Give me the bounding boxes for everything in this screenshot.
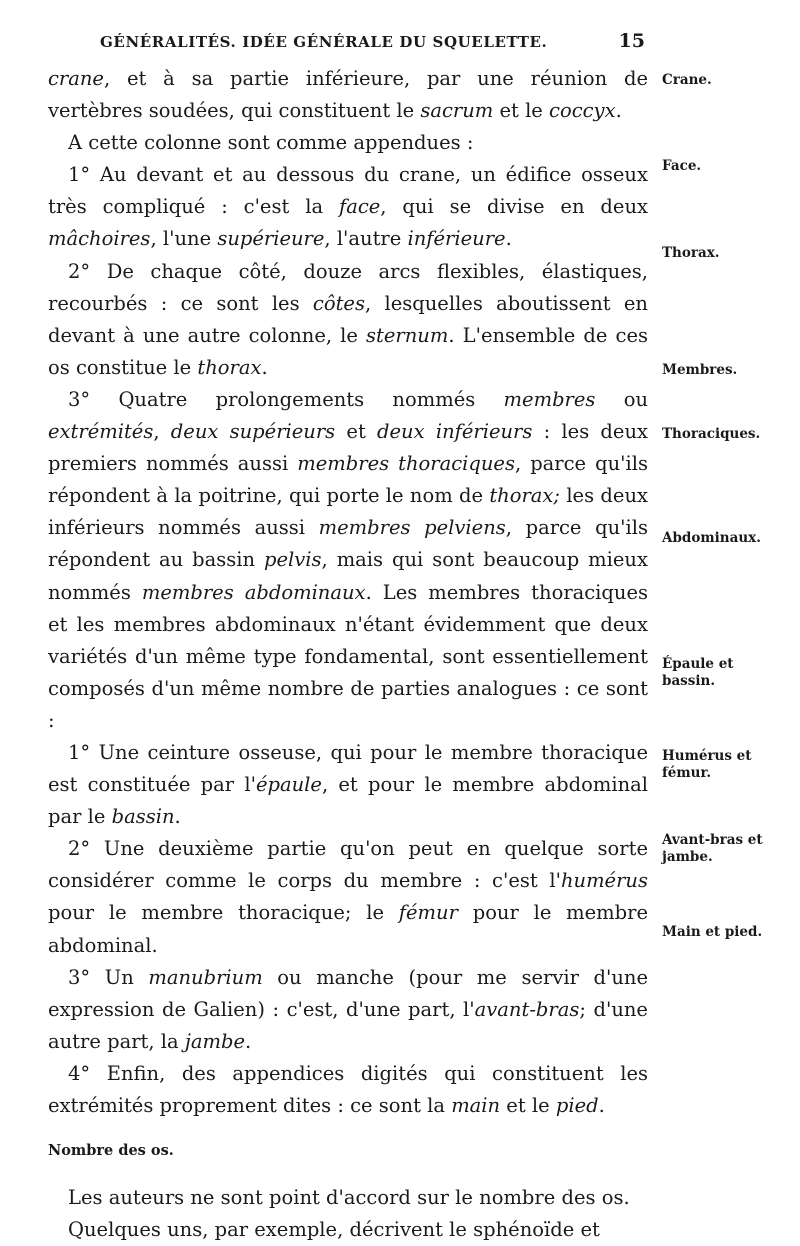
page-number: 15 bbox=[618, 30, 645, 52]
running-header bbox=[100, 30, 645, 52]
paragraph: 2° Une deuxième partie qu'on peut en quelque sorte considérer comme le corps du membre : c'est l'humérus pour le membre thoracique; le fémur pour le membre abdominal. bbox=[48, 837, 649, 957]
margin-note-thorax: Thorax. bbox=[662, 245, 720, 261]
margin-note-epaule: Épaule et bassin. bbox=[662, 656, 734, 689]
margin-note-abdominaux: Abdominaux. bbox=[662, 530, 761, 546]
header-title: GÉNÉRALITÉS. IDÉE GÉNÉRALE DU SQUELETTE. bbox=[100, 33, 548, 51]
main-text bbox=[48, 63, 648, 1246]
margin-note-thoraciques: Thoraciques. bbox=[662, 426, 761, 442]
margin-note-main-pied: Main et pied. bbox=[662, 924, 763, 940]
paragraph: 4° Enfin, des appendices digités qui constituent les extrémités proprement dites : ce sont la main et le pied. bbox=[48, 1061, 648, 1117]
paragraph: 3° Un manubrium ou manche (pour me servir d'une expression de Galien) : c'est, d'une part, l'avant-bras; d'une autre part, la jambe. bbox=[48, 965, 648, 1053]
margin-note-membres: Membres. bbox=[662, 362, 738, 378]
paragraph: 1° Une ceinture osseuse, qui pour le membre thoracique est constituée par l'épaule, et pour le membre abdominal par le bassin. bbox=[48, 740, 649, 829]
paragraph: 3° Quatre prolongements nommés membres ou extrémités, deux supérieurs et deux inférieurs : les deux premiers nommés aussi membres thoraciques, parce qu'ils répondent à la poitrine, qui porte le nom de thorax; les deux inférieurs nommés aussi membres pelviens, parce qu'ils répondent au bassin pelvis, mais qui sont beaucoup mieux nommés membres abdominaux. Les membres thoraciques et les membres abdominaux n'étant évidemment que deux variétés d'un même type fondamental, sont essentiellement composés d'un même nombre de parties analogues : ce sont : bbox=[48, 387, 649, 732]
paragraph: A cette colonne sont comme appendues : bbox=[68, 131, 474, 155]
section-title: Nombre des os. bbox=[48, 1142, 174, 1160]
margin-note-humerus: Humérus et fémur. bbox=[662, 748, 752, 781]
paragraph: 1° Au devant et au dessous du crane, un édifice osseux très compliqué : c'est la face, qui se divise en deux mâchoires, l'une supérieure, l'autre inférieure. bbox=[48, 163, 649, 251]
margin-note-face: Face. bbox=[662, 158, 702, 174]
paragraph: Quelques uns, par exemple, décrivent le sphénoïde et bbox=[68, 1218, 600, 1242]
paragraph: crane, et à sa partie inférieure, par une réunion de vertèbres soudées, qui constituent le sacrum et le coccyx. bbox=[48, 67, 648, 123]
margin-note-avant-bras: Avant-bras et jambe. bbox=[662, 832, 763, 865]
margin-note-crane: Crane. bbox=[662, 72, 712, 88]
paragraph: Les auteurs ne sont point d'accord sur le nombre des os. bbox=[68, 1186, 630, 1210]
paragraph: 2° De chaque côté, douze arcs flexibles, élastiques, recourbés : ce sont les côtes, lesquelles aboutissent en devant à une autre colonne, le sternum. L'ensemble de ces os constitue le thorax. bbox=[48, 259, 648, 379]
